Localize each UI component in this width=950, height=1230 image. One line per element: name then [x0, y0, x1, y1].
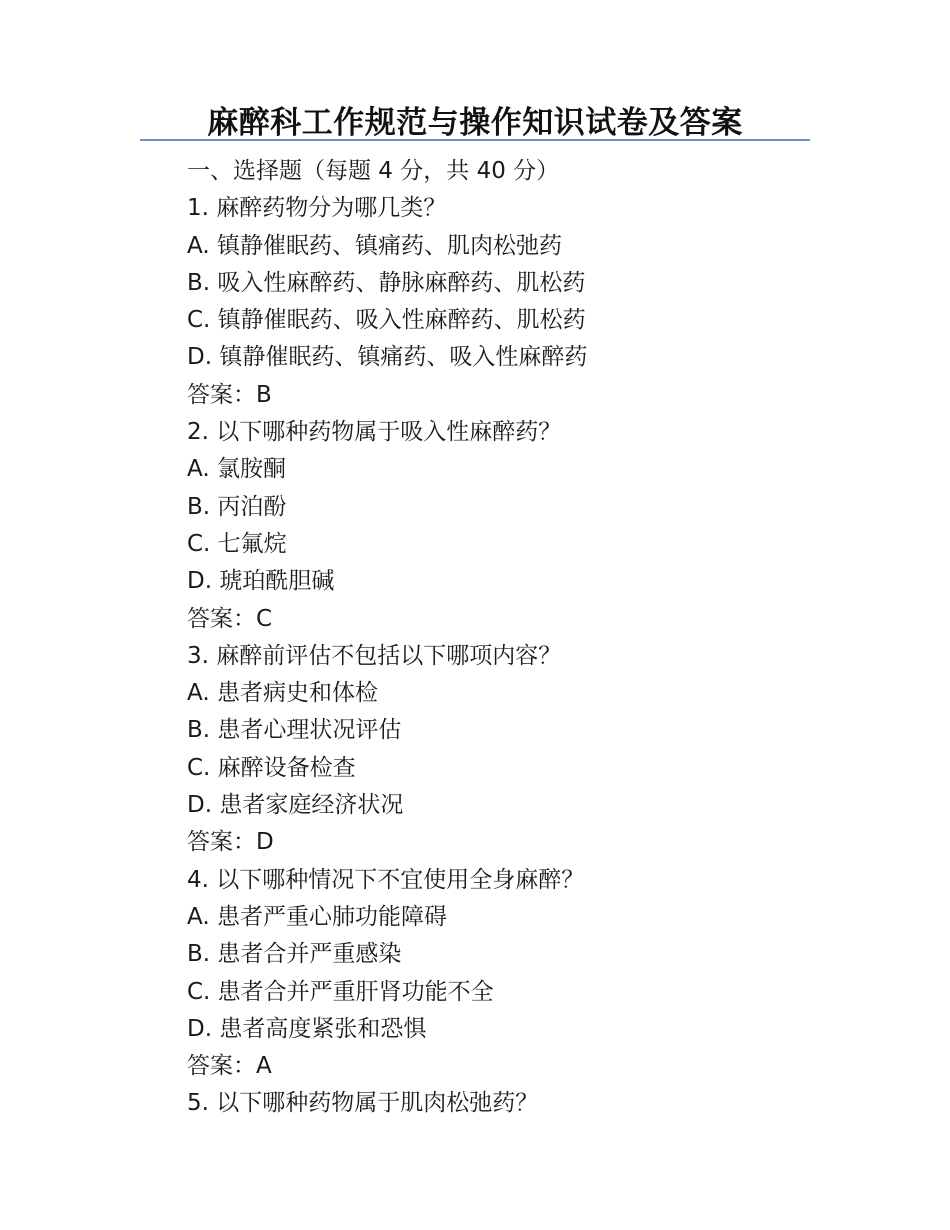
question-1-answer: 答案：B	[187, 381, 272, 408]
question-1: 1. 麻醉药物分为哪几类？	[187, 195, 447, 222]
question-2: 2. 以下哪种药物属于吸入性麻醉药？	[187, 419, 562, 446]
question-3-option-d: D. 患者家庭经济状况	[187, 792, 404, 819]
question-3-option-b: B. 患者心理状况评估	[187, 717, 402, 744]
question-1-option-a: A. 镇静催眠药、镇痛药、肌肉松弛药	[187, 232, 562, 259]
section-heading: 一、选择题（每题 4 分，共 40 分）	[187, 158, 560, 184]
question-1-option-d: D. 镇静催眠药、镇痛药、吸入性麻醉药	[187, 344, 588, 371]
question-4-option-c: C. 患者合并严重肝肾功能不全	[187, 978, 494, 1005]
question-2-option-b: B. 丙泊酚	[187, 493, 287, 520]
question-4-option-a: A. 患者严重心肺功能障碍	[187, 903, 447, 930]
question-1-option-c: C. 镇静催眠药、吸入性麻醉药、肌松药	[187, 307, 586, 334]
question-3-option-c: C. 麻醉设备检查	[187, 754, 356, 781]
question-3-answer: 答案：D	[187, 829, 274, 856]
question-2-option-a: A. 氯胺酮	[187, 456, 286, 483]
question-3: 3. 麻醉前评估不包括以下哪项内容？	[187, 642, 562, 669]
question-4: 4. 以下哪种情况下不宜使用全身麻醉？	[187, 866, 585, 893]
question-4-option-d: D. 患者高度紧张和恐惧	[187, 1015, 427, 1042]
question-2-option-d: D. 琥珀酰胆碱	[187, 568, 335, 595]
question-4-option-b: B. 患者合并严重感染	[187, 941, 402, 968]
question-2-answer: 答案：C	[187, 605, 273, 632]
document-title: 麻醉科工作规范与操作知识试卷及答案	[207, 105, 743, 141]
question-1-option-b: B. 吸入性麻醉药、静脉麻醉药、肌松药	[187, 269, 586, 296]
question-5: 5. 以下哪种药物属于肌肉松弛药？	[187, 1090, 539, 1117]
question-2-option-c: C. 七氟烷	[187, 530, 287, 557]
question-3-option-a: A. 患者病史和体检	[187, 680, 378, 707]
question-4-answer: 答案：A	[187, 1053, 272, 1080]
title-underline	[140, 139, 810, 141]
question-list	[187, 153, 587, 1123]
